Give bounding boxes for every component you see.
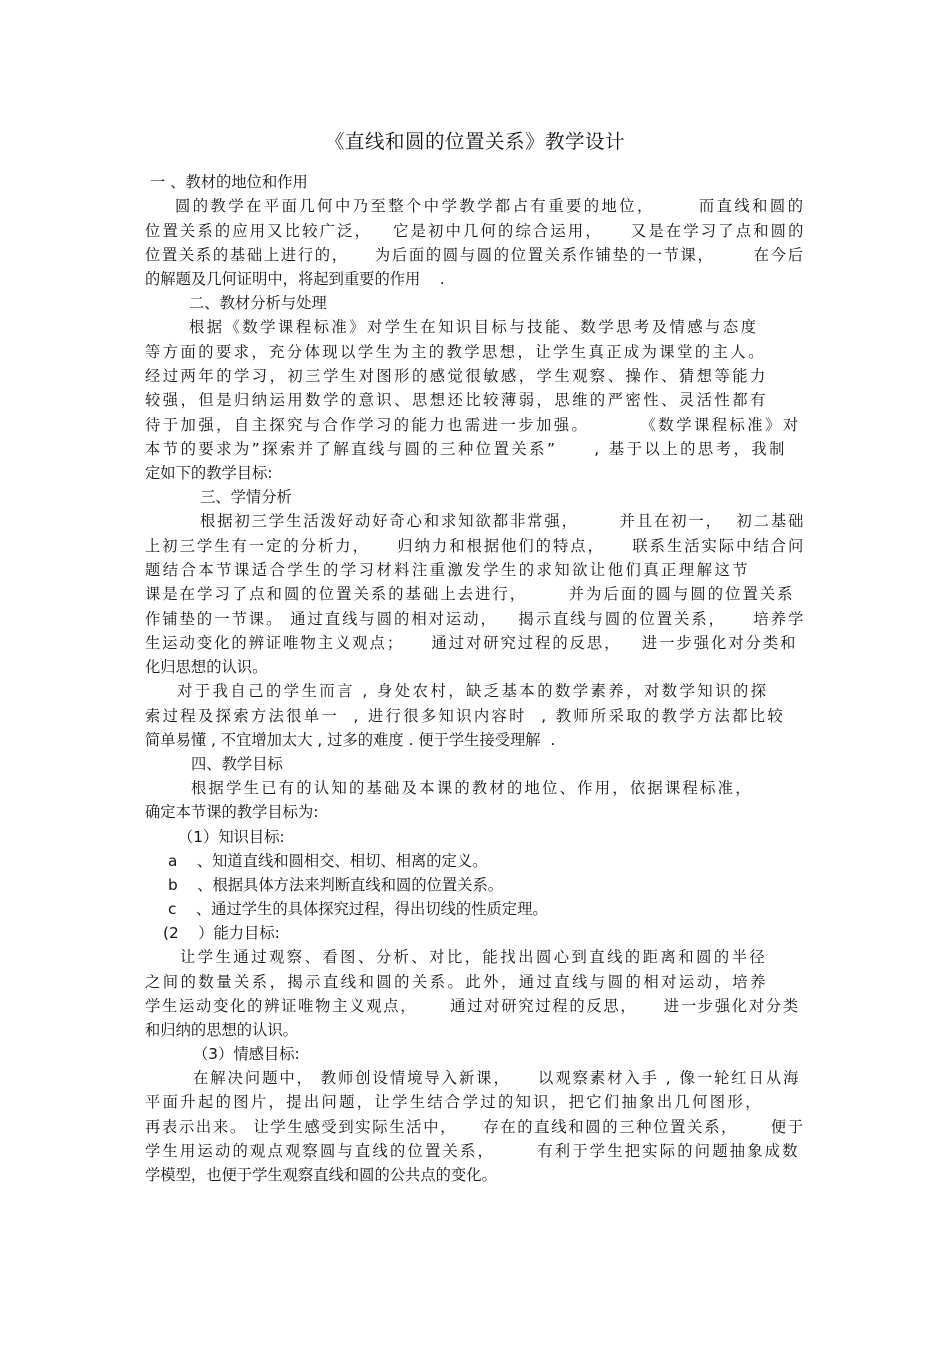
body-line: （1）知识目标: (178, 828, 285, 846)
body-line: 生运动变化的辨证唯物主义观点； 通过对研究过程的反思， 进一步强化对分类和 (145, 634, 798, 652)
document-title: 《直线和圆的位置关系》教学设计 (324, 130, 625, 153)
body-line: a 、知道直线和圆相交、相切、相离的定义。 (168, 852, 488, 870)
body-line: 二、教材分析与处理 (189, 294, 327, 312)
body-line: 学生用运动的观点观察圆与直线的位置关系， 有利于学生把实际的问题抽象成数 (145, 1142, 800, 1160)
body-line: 根据《数学课程标准》对学生在知识目标与技能、数学思考及情感与态度 (189, 318, 759, 336)
body-line: 课是在学习了点和圆的位置关系的基础上去进行， 并为后面的圆与圆的位置关系 (145, 585, 795, 603)
body-line: 学生运动变化的辨证唯物主义观点， 通过对研究过程的反思， 进一步强化对分类 (145, 997, 800, 1015)
body-line: 作铺垫的一节课。 通过直线与圆的相对运动， 揭示直线与圆的位置关系， 培养学 (145, 610, 806, 628)
body-line: 化归思想的认识。 (145, 658, 268, 676)
body-line: 三、学情分析 (200, 488, 292, 506)
body-line: 平面升起的图片，提出问题，让学生结合学过的知识，把它们抽象出几何图形， (145, 1093, 763, 1111)
body-line: 题结合本节课适合学生的学习材料注重激发学生的求知欲让他们真正理解这节 (145, 561, 751, 579)
body-line: 待于加强，自主探究与合作学习的能力也需进一步加强。 《数学课程标准》对 (145, 416, 801, 434)
body-line: 之间的数量关系，揭示直线和圆的关系。此外，通过直线与圆的相对运动，培养 (145, 973, 768, 991)
body-line: 确定本节课的教学目标为: (145, 803, 319, 821)
body-line: 圆的教学在平面几何中乃至整个中学教学都占有重要的地位， 而直线和圆的 (175, 197, 806, 215)
body-line: 学模型，也便于学生观察直线和圆的公共点的变化。 (145, 1166, 497, 1184)
body-line: c 、通过学生的具体探究过程，得出切线的性质定理。 (168, 900, 548, 918)
body-line: (2 ）能力目标: (163, 924, 280, 942)
body-line: 本节的要求为”探索并了解直线与圆的三种位置关系” , 基于以上的思考，我制 (145, 440, 787, 458)
body-line: 再表示出来。 让学生感受到实际生活中， 存在的直线和圆的三种位置关系， 便于 (145, 1118, 805, 1136)
body-line: 对于我自己的学生而言 , 身处农村，缺乏基本的数学素养，对数学知识的探 (177, 682, 769, 700)
body-line: 让学生通过观察、看图、分析、对比，能找出圆心到直线的距离和圆的半径 (180, 948, 768, 966)
body-line: b 、根据具体方法来判断直线和圆的位置关系。 (168, 876, 504, 894)
body-line: 在解决问题中， 教师创设情境导入新课， 以观察素材入手 , 像一轮红日从海 (193, 1069, 801, 1087)
body-line: 位置关系的应用又比较广泛， 它是初中几何的综合运用， 又是在学习了点和圆的 (145, 222, 806, 240)
body-line: 上初三学生有一定的分析力， 归纳力和根据他们的特点， 联系生活实际中结合问 (145, 537, 806, 555)
body-line: 根据初三学生活泼好动好奇心和求知欲都非常强， 并且在初一， 初二基础 (200, 512, 806, 530)
body-line: 四、教学目标 (191, 755, 283, 773)
body-line: 经过两年的学习，初三学生对图形的感觉很敏感，学生观察、操作、猜想等能力 (145, 367, 768, 385)
body-line: 位置关系的基础上进行的， 为后面的圆与圆的位置关系作铺垫的一节课， 在今后 (145, 246, 805, 264)
body-line: 和归纳的思想的认识。 (145, 1021, 298, 1039)
body-line: 索过程及探索方法很单一 , 进行很多知识内容时 , 教师所采取的教学方法都比较 (145, 707, 786, 725)
body-line: 一 、教材的地位和作用 (150, 173, 308, 191)
body-line: 的解题及几何证明中，将起到重要的作用 . (145, 270, 445, 288)
body-line: 根据学生已有的认知的基础及本课的教材的地位、作用，依据课程标准， (191, 779, 753, 797)
body-line: 简单易懂 , 不宜增加太大 , 过多的难度 . 便于学生接受理解 . (145, 731, 556, 749)
body-line: 定如下的教学目标: (145, 464, 273, 482)
body-line: 较强，但是归纳运用数学的意识、思想还比较薄弱，思维的严密性、灵活性都有 (145, 391, 768, 409)
body-line: （3）情感目标: (193, 1045, 300, 1063)
body-line: 等方面的要求，充分体现以学生为主的教学思想，让学生真正成为课堂的主人。 (145, 343, 766, 361)
